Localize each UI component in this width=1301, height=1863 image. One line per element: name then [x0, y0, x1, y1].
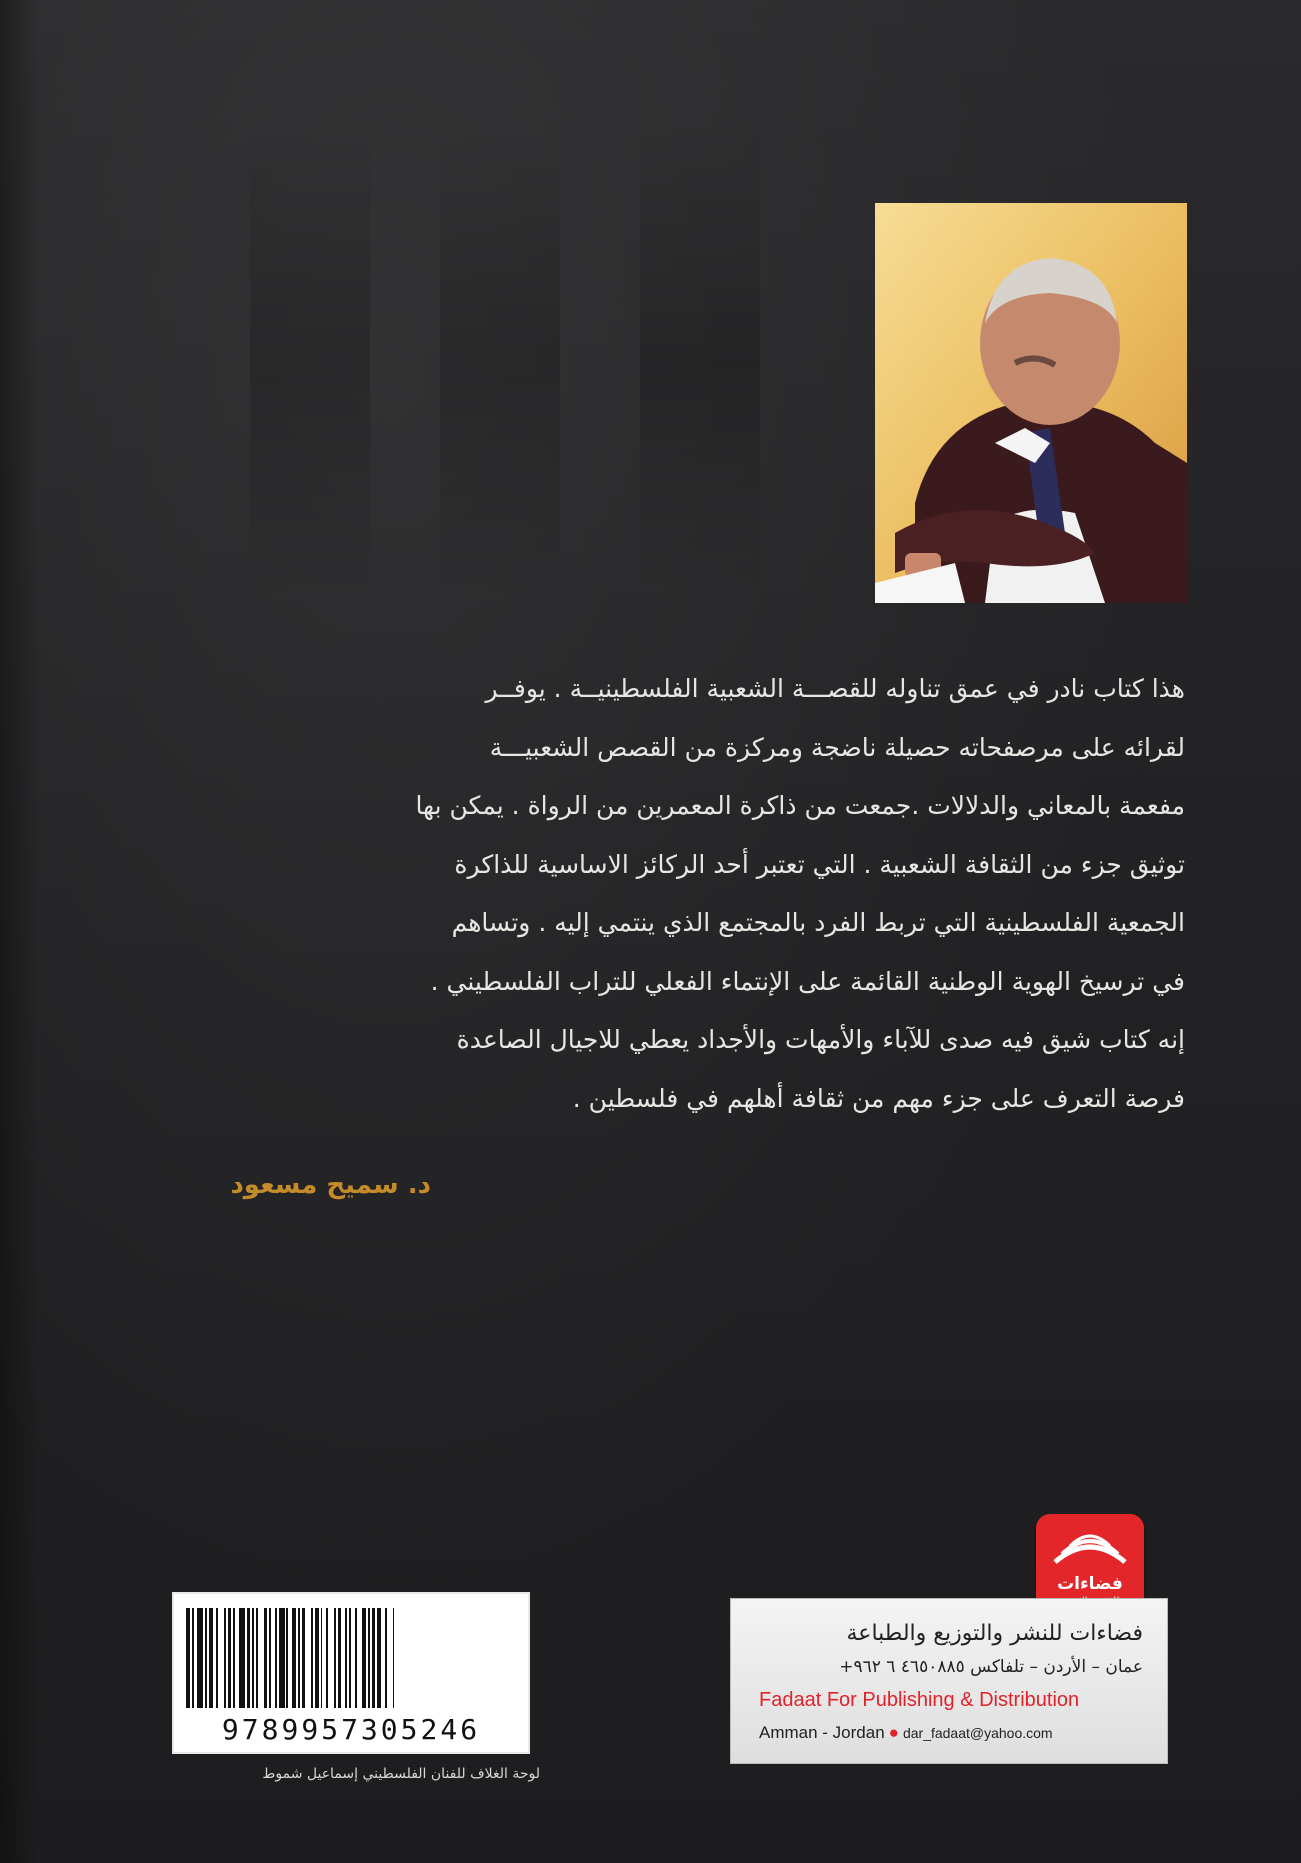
publisher-info-box [730, 1598, 1168, 1764]
author-photo [875, 203, 1187, 603]
description-line: توثيق جزء من الثقافة الشعبية . التي تعتبر أحد الركائز الاساسية للذاكرة [454, 849, 1185, 879]
description-line: لقرائه على مرصفحاته حصيلة ناضجة ومركزة من القصص الشعبيـــة [489, 732, 1185, 762]
bullet-icon: ● [888, 1723, 899, 1742]
barcode-bars [186, 1608, 516, 1708]
description-line: مفعمة بالمعاني والدلالات .جمعت من ذاكرة المعمرين من الرواة . يمكن بها [415, 791, 1185, 820]
publisher-english-name: Fadaat For Publishing & Distribution [759, 1689, 1080, 1711]
description-line: إنه كتاب شيق فيه صدى للآباء والأمهات والأجداد يعطي للاجيال الصاعدة [456, 1025, 1185, 1054]
publisher-contact [759, 1723, 1053, 1743]
author-signature: د. سميح مسعود [230, 1170, 431, 1200]
cover-edge-shadow [0, 0, 40, 1863]
book-description [180, 660, 1185, 1128]
logo-name: فضاءات [1057, 1574, 1123, 1594]
isbn-number: 9789957305246 [221, 1713, 481, 1746]
description-line: فرصة التعرف على جزء مهم من ثقافة أهلهم في فلسطين . [572, 1083, 1185, 1113]
publisher-arabic-name: فضاءات للنشر والتوزيع والطباعة [846, 1621, 1143, 1646]
cover-art-credit: لوحة الغلاف للفنان الفلسطيني إسماعيل شموط [262, 1766, 540, 1782]
publisher-arabic-address: عمان – الأردن – تلفاكس ٤٦٥٠٨٨٥ ٦ ٩٦٢+ [839, 1657, 1143, 1677]
publisher-city: Amman - Jordan [759, 1723, 885, 1742]
publisher-email: dar_fadaat@yahoo.com [902, 1725, 1053, 1741]
background-texture [250, 120, 370, 600]
background-texture [640, 120, 760, 600]
description-line: الجمعية الفلسطينية التي تربط الفرد بالمجتمع الذي ينتمي إليه . وتساهم [451, 908, 1185, 937]
description-line: في ترسيخ الهوية الوطنية القائمة على الإنتماء الفعلي للتراب الفلسطيني . [430, 966, 1185, 996]
description-line: هذا كتاب نادر في عمق تناوله للقصـــة الشعبية الفلسطينيــة . يوفــر [485, 674, 1185, 703]
barcode-gap [394, 1608, 396, 1708]
book-pages-icon [1050, 1522, 1130, 1572]
isbn-barcode [172, 1592, 530, 1754]
background-texture [440, 120, 560, 600]
